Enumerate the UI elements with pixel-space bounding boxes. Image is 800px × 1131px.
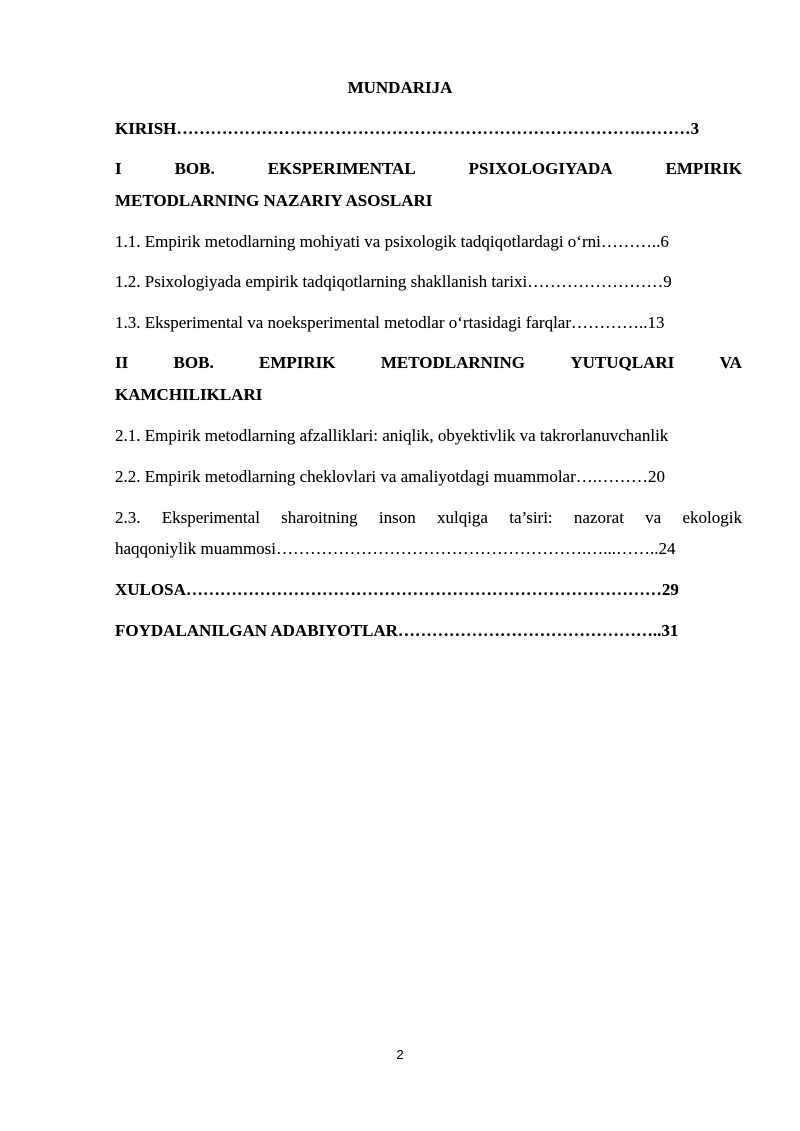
toc-chapter-2-line-1 [115, 353, 742, 373]
toc-entry-2-3-word: ta’siri: [509, 508, 553, 527]
toc-entry-xulosa: XULOSA…………………………………………………………………………29 [115, 580, 679, 599]
toc-entry-2-3-word: 2.3. [115, 508, 141, 527]
toc-chapter-2-word: EMPIRIK [259, 353, 336, 372]
toc-chapter-1-word: PSIXOLOGIYADA [468, 159, 613, 178]
toc-entry-1-2: 1.2. Psixologiyada empirik tadqiqotlarning shakllanish tarixi……………………9 [115, 272, 672, 291]
toc-entry-2-3-word: inson [378, 508, 416, 527]
toc-chapter-2-word: II [115, 353, 129, 372]
toc-chapter-2-word: VA [719, 353, 742, 372]
toc-entry-2-3-word: sharoitning [281, 508, 358, 527]
toc-entry-2-3-word: xulqiga [436, 508, 488, 527]
toc-chapter-1-line-2: METODLARNING NAZARIY ASOSLARI [115, 191, 433, 210]
toc-entry-2-3-line-1 [115, 508, 742, 528]
toc-entry-2-1: 2.1. Empirik metodlarning afzalliklari: aniqlik, obyektivlik va takrorlanuvchanlik [115, 426, 669, 445]
toc-chapter-1-word: EKSPERIMENTAL [267, 159, 416, 178]
toc-chapter-1-word: BOB. [174, 159, 215, 178]
toc-chapter-2-word: BOB. [173, 353, 214, 372]
toc-chapter-1-word: EMPIRIK [665, 159, 742, 178]
toc-title: MUNDARIJA [347, 78, 453, 97]
toc-entry-2-3-line-2: haqqoniylik muammosi……………………………………………….…...……..24 [115, 539, 676, 558]
toc-entry-1-1: 1.1. Empirik metodlarning mohiyati va psixologik tadqiqotlardagi oʻrni………..6 [115, 232, 669, 251]
toc-entry-2-2: 2.2. Empirik metodlarning cheklovlari va amaliyotdagi muammolar….………20 [115, 467, 666, 486]
toc-entry-kirish: KIRISH……………………………………………………………………….………3 [115, 119, 700, 138]
toc-chapter-2-line-2: KAMCHILIKLARI [115, 385, 263, 404]
toc-chapter-2-word: YUTUQLARI [570, 353, 675, 372]
toc-entry-1-3: 1.3. Eksperimental va noeksperimental metodlar oʻrtasidagi farqlar…………..13 [115, 313, 665, 332]
toc-entry-2-3-word: Eksperimental [161, 508, 260, 527]
toc-entry-adabiyotlar: FOYDALANILGAN ADABIYOTLAR………………………………………..31 [115, 621, 679, 640]
toc-chapter-1-word: I [115, 159, 122, 178]
toc-chapter-1-line-1 [115, 159, 742, 179]
toc-entry-2-3-word: va [645, 508, 662, 527]
toc-entry-2-3-word: ekologik [682, 508, 742, 527]
toc-chapter-2-word: METODLARNING [380, 353, 526, 372]
toc-entry-2-3-word: nazorat [573, 508, 624, 527]
page-number: 2 [396, 1047, 404, 1062]
